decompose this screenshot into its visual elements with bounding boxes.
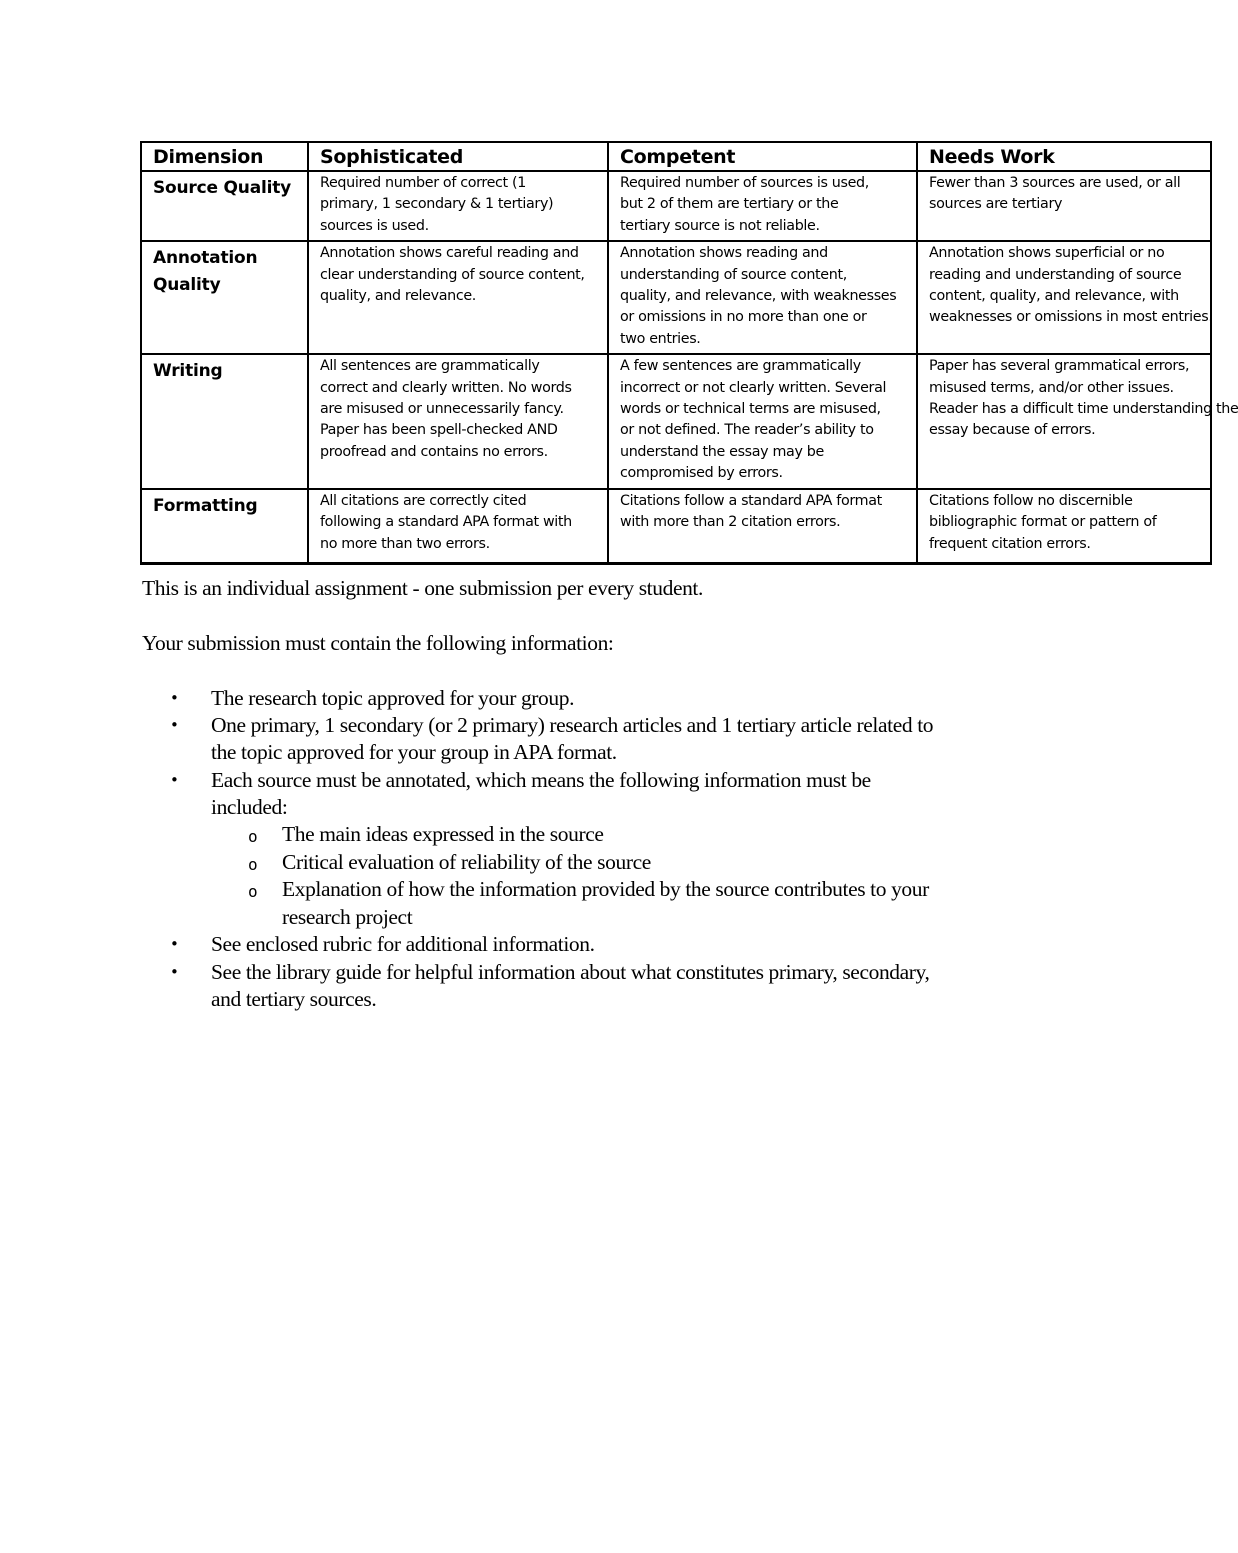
cell-line: tertiary source is not reliable. bbox=[620, 217, 820, 234]
needs-work-cell bbox=[917, 171, 1211, 241]
list-item-text: See the library guide for helpful information about what constitutes primary, secondary, bbox=[211, 959, 930, 984]
bullet-icon: • bbox=[170, 770, 179, 789]
cell-line: Annotation shows superficial or no bbox=[929, 245, 1165, 262]
list-item-text: The research topic approved for your group. bbox=[211, 686, 575, 710]
circle-bullet-icon: o bbox=[248, 854, 258, 874]
cell-line: or not defined. The reader’s ability to bbox=[620, 422, 874, 439]
cell-line: All sentences are grammatically bbox=[320, 358, 540, 375]
dimension-label: Annotation Quality bbox=[141, 241, 308, 354]
requirements-list bbox=[0, 685, 933, 1013]
list-item bbox=[0, 685, 933, 712]
list-item-text: See enclosed rubric for additional information. bbox=[211, 932, 595, 957]
rubric-row-formatting bbox=[141, 489, 1211, 564]
cell-line: Fewer than 3 sources are used, or all bbox=[929, 175, 1181, 191]
cell-line: frequent citation errors. bbox=[929, 535, 1091, 552]
cell-line: Annotation shows careful reading and bbox=[320, 245, 579, 262]
dimension-label: Writing bbox=[141, 354, 308, 488]
cell-line: correct and clearly written. No words bbox=[320, 379, 572, 396]
cell-line: quality, and relevance, with weaknesses bbox=[620, 288, 897, 305]
sophisticated-cell bbox=[308, 354, 608, 488]
rubric-table bbox=[140, 141, 1238, 565]
list-item bbox=[0, 712, 933, 766]
cell-line: reading and understanding of source bbox=[929, 266, 1182, 283]
cell-line: or omissions in no more than one or bbox=[620, 309, 867, 326]
list-item bbox=[0, 767, 933, 932]
sub-list bbox=[211, 821, 933, 931]
rubric-row-source-quality bbox=[141, 171, 1211, 241]
circle-bullet-icon: o bbox=[248, 827, 258, 847]
bullet-icon: • bbox=[170, 689, 179, 707]
cell-line: two entries. bbox=[620, 330, 701, 347]
cell-line: Citations follow no discernible bbox=[929, 492, 1133, 509]
competent-cell bbox=[608, 489, 917, 564]
list-item-text: Each source must be annotated, which means the following information must be bbox=[211, 767, 871, 792]
sub-item-text: research project bbox=[282, 904, 413, 929]
cell-line: Reader has a difficult time understanding the bbox=[929, 401, 1238, 418]
needs-work-cell bbox=[917, 241, 1211, 354]
bullet-icon: • bbox=[170, 716, 179, 735]
bullet-icon: • bbox=[170, 935, 179, 954]
cell-line: Annotation shows reading and bbox=[620, 245, 828, 262]
cell-line: no more than two errors. bbox=[320, 535, 490, 552]
cell-line: sources are tertiary bbox=[929, 196, 1063, 213]
cell-line: weaknesses or omissions in most entries. bbox=[929, 309, 1213, 326]
header-competent: Competent bbox=[608, 142, 917, 171]
cell-line: misused terms, and/or other issues. bbox=[929, 379, 1174, 396]
cell-line: bibliographic format or pattern of bbox=[929, 514, 1157, 531]
cell-line: quality, and relevance. bbox=[320, 288, 477, 305]
competent-cell bbox=[608, 241, 917, 354]
cell-line: All citations are correctly cited bbox=[320, 492, 527, 509]
sophisticated-cell bbox=[308, 489, 608, 564]
rubric-row-writing bbox=[141, 354, 1211, 488]
cell-line: Paper has several grammatical errors, bbox=[929, 358, 1190, 375]
cell-line: Required number of sources is used, bbox=[620, 175, 869, 191]
sophisticated-cell bbox=[308, 241, 608, 354]
rubric-row-annotation-quality bbox=[141, 241, 1211, 354]
dimension-label: Source Quality bbox=[141, 171, 308, 241]
cell-line: understanding of source content, bbox=[620, 266, 847, 283]
cell-line: content, quality, and relevance, with bbox=[929, 288, 1179, 305]
intro-paragraph: This is an individual assignment - one submission per every student. bbox=[142, 576, 703, 600]
cell-line: sources is used. bbox=[320, 217, 429, 234]
cell-line: primary, 1 secondary & 1 tertiary) bbox=[320, 196, 554, 213]
header-dimension: Dimension bbox=[141, 142, 308, 171]
cell-line: words or technical terms are misused, bbox=[620, 401, 881, 418]
cell-line: Required number of correct (1 bbox=[320, 175, 526, 191]
cell-line: with more than 2 citation errors. bbox=[620, 514, 841, 531]
sub-item-text: The main ideas expressed in the source bbox=[282, 822, 604, 847]
list-item-text: included: bbox=[211, 794, 288, 819]
sub-item-text: Explanation of how the information provided by the source contributes to your bbox=[282, 877, 929, 902]
competent-cell bbox=[608, 171, 917, 241]
header-sophisticated: Sophisticated bbox=[308, 142, 608, 171]
needs-work-cell bbox=[917, 354, 1238, 488]
cell-line: essay because of errors. bbox=[929, 422, 1096, 439]
list-item-text: and tertiary sources. bbox=[211, 986, 377, 1011]
cell-line: but 2 of them are tertiary or the bbox=[620, 196, 839, 213]
list-item bbox=[0, 959, 933, 1013]
bullet-icon: • bbox=[170, 962, 179, 981]
sophisticated-cell bbox=[308, 171, 608, 241]
sub-list-item bbox=[0, 849, 933, 877]
sub-list-item bbox=[0, 821, 933, 849]
competent-cell bbox=[608, 354, 917, 488]
list-item bbox=[0, 931, 933, 958]
list-item-text: the topic approved for your group in APA format. bbox=[211, 740, 617, 765]
cell-line: proofread and contains no errors. bbox=[320, 443, 548, 460]
sub-list-item bbox=[0, 876, 933, 931]
sub-item-text: Critical evaluation of reliability of the source bbox=[282, 849, 651, 874]
cell-line: understand the essay may be bbox=[620, 443, 824, 460]
cell-line: Paper has been spell-checked AND bbox=[320, 422, 558, 439]
list-item-text: One primary, 1 secondary (or 2 primary) research articles and 1 tertiary article related to bbox=[211, 713, 934, 738]
cell-line: Citations follow a standard APA format bbox=[620, 492, 882, 509]
cell-line: are misused or unnecessarily fancy. bbox=[320, 401, 564, 418]
cell-line: following a standard APA format with bbox=[320, 514, 572, 531]
cell-line: A few sentences are grammatically bbox=[620, 358, 861, 375]
rubric-header-row bbox=[141, 142, 1211, 171]
cell-line: clear understanding of source content, bbox=[320, 266, 585, 283]
dimension-label: Formatting bbox=[141, 489, 308, 564]
circle-bullet-icon: o bbox=[248, 882, 258, 902]
lead-paragraph: Your submission must contain the following information: bbox=[142, 631, 614, 655]
needs-work-cell bbox=[917, 489, 1211, 564]
cell-line: incorrect or not clearly written. Several bbox=[620, 379, 887, 396]
header-needs-work: Needs Work bbox=[917, 142, 1211, 171]
cell-line: compromised by errors. bbox=[620, 465, 783, 482]
